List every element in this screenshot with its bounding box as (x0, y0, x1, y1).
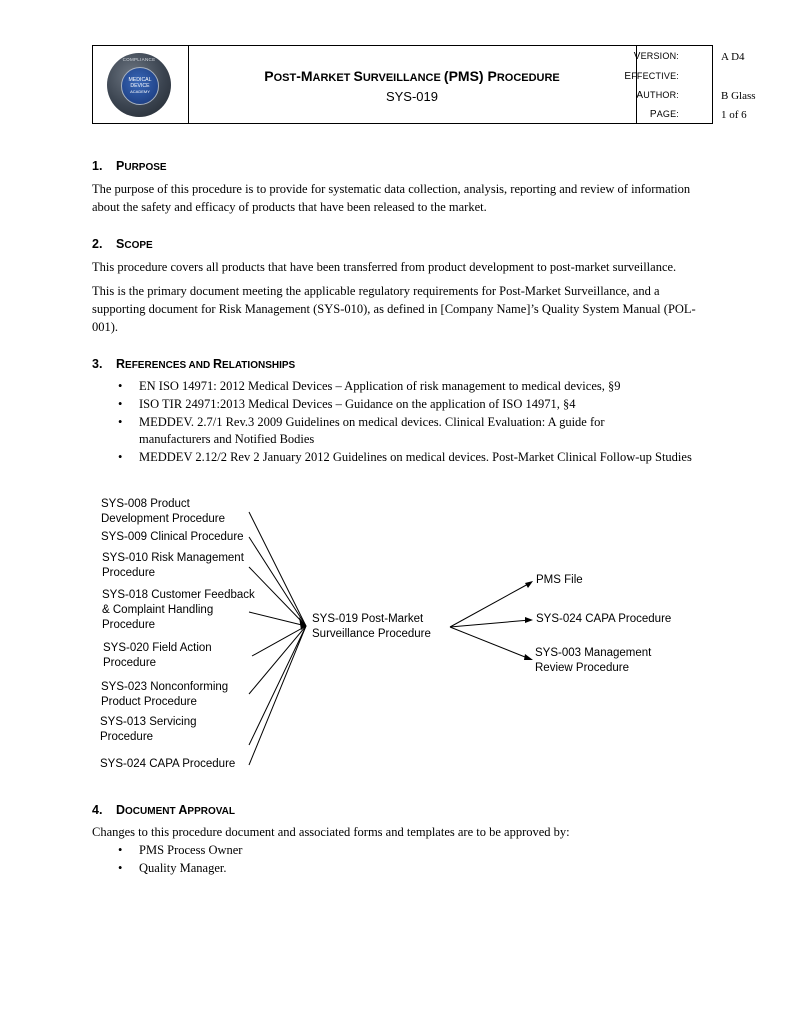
output-line (450, 627, 530, 659)
logo-ring-text: COMPLIANCE (122, 57, 156, 62)
diagram-input-sys-024: SYS-024 CAPA Procedure (100, 758, 236, 770)
list-item: • EN ISO 14971: 2012 Medical Devices – Application of risk management to medical devices, §9 (118, 379, 621, 393)
section-heading-references: 3. REFERENCES AND RELATIONSHIPS (92, 357, 296, 371)
scope-text-1: This procedure covers all products that have been transferred from product development to post-market surveillance. (92, 260, 677, 274)
diagram-input-sys-013: SYS-013 Servicing Procedure (100, 716, 197, 743)
document-id: SYS-019 (385, 89, 439, 104)
diagram-input-sys-008: SYS-008 Product Development Procedure (101, 498, 226, 525)
diagram-input-sys-020: SYS-020 Field Action Procedure (103, 642, 212, 669)
purpose-text: The purpose of this procedure is to provide for systematic data collection, analysis, reporting and review of information about the safety and efficacy of products that have been released to the market. (92, 182, 691, 214)
diagram-output-pms-file: PMS File (536, 574, 583, 586)
output-line (450, 620, 530, 627)
list-item: • MEDDEV 2.12/2 Rev 2 January 2012 Guidelines on medical devices. Post-Market Clinical Follow-up Studies (118, 450, 692, 464)
diagram-output-sys-024: SYS-024 CAPA Procedure (536, 613, 672, 625)
diagram-output-sys-003: SYS-003 Management Review Procedure (535, 647, 652, 674)
list-item: • ISO TIR 24971:2013 Medical Devices – Guidance on the application of ISO 14971, §4 (118, 397, 576, 411)
arrowhead (525, 581, 533, 588)
logo-line-1: MEDICAL (128, 77, 152, 83)
output-line (450, 583, 530, 627)
section-heading-scope: 2. SCOPE (92, 237, 153, 251)
input-line (249, 626, 306, 765)
document-title: POST-MARKET SURVEILLANCE (PMS) PROCEDURE (264, 68, 560, 84)
section-heading-approval: 4. DOCUMENT APPROVAL (92, 803, 236, 817)
meta-cell: VERSION: A D4 EFFECTIVE: AUTHOR: B Glass PAGE: 1 of 6 (624, 51, 756, 121)
input-line (249, 626, 306, 745)
diagram-input-sys-018: SYS-018 Customer Feedback & Complaint Handling Procedure (102, 589, 255, 631)
approval-text: Changes to this procedure document and associated forms and templates are to be approved by: (92, 825, 570, 839)
list-item: • PMS Process Owner (118, 843, 243, 857)
list-item: • Quality Manager. (118, 861, 227, 875)
diagram-input-sys-010: SYS-010 Risk Management Procedure (102, 552, 244, 579)
approvers-list (92, 842, 712, 878)
logo-line-2: DEVICE (130, 83, 150, 89)
input-line (249, 512, 306, 626)
scope-text-2: This is the primary document meeting the applicable regulatory requirements for Post-Market Surveillance, and a supporting document for Risk Management (SYS-010), as defined in [Company Name]’s Quality System Manual (POL-001). (92, 284, 696, 334)
diagram-input-sys-009: SYS-009 Clinical Procedure (101, 531, 244, 543)
input-line (249, 567, 306, 626)
input-line (249, 537, 306, 626)
arrowhead (525, 617, 533, 623)
input-line (249, 626, 306, 694)
arrowhead (524, 654, 533, 660)
logo-line-3: ACADEMY (130, 89, 150, 94)
diagram-center-sys-019: SYS-019 Post-Market Surveillance Procedure (312, 613, 431, 640)
list-item: • MEDDEV. 2.7/1 Rev.3 2009 Guidelines on medical devices. Clinical Evaluation: A guide for manufacturers and Notified Bodies (118, 415, 605, 446)
input-line (249, 612, 306, 626)
input-line (252, 626, 306, 656)
diagram-input-sys-023: SYS-023 Nonconforming Product Procedure (101, 681, 229, 708)
section-heading-purpose: 1. PURPOSE (92, 159, 167, 173)
